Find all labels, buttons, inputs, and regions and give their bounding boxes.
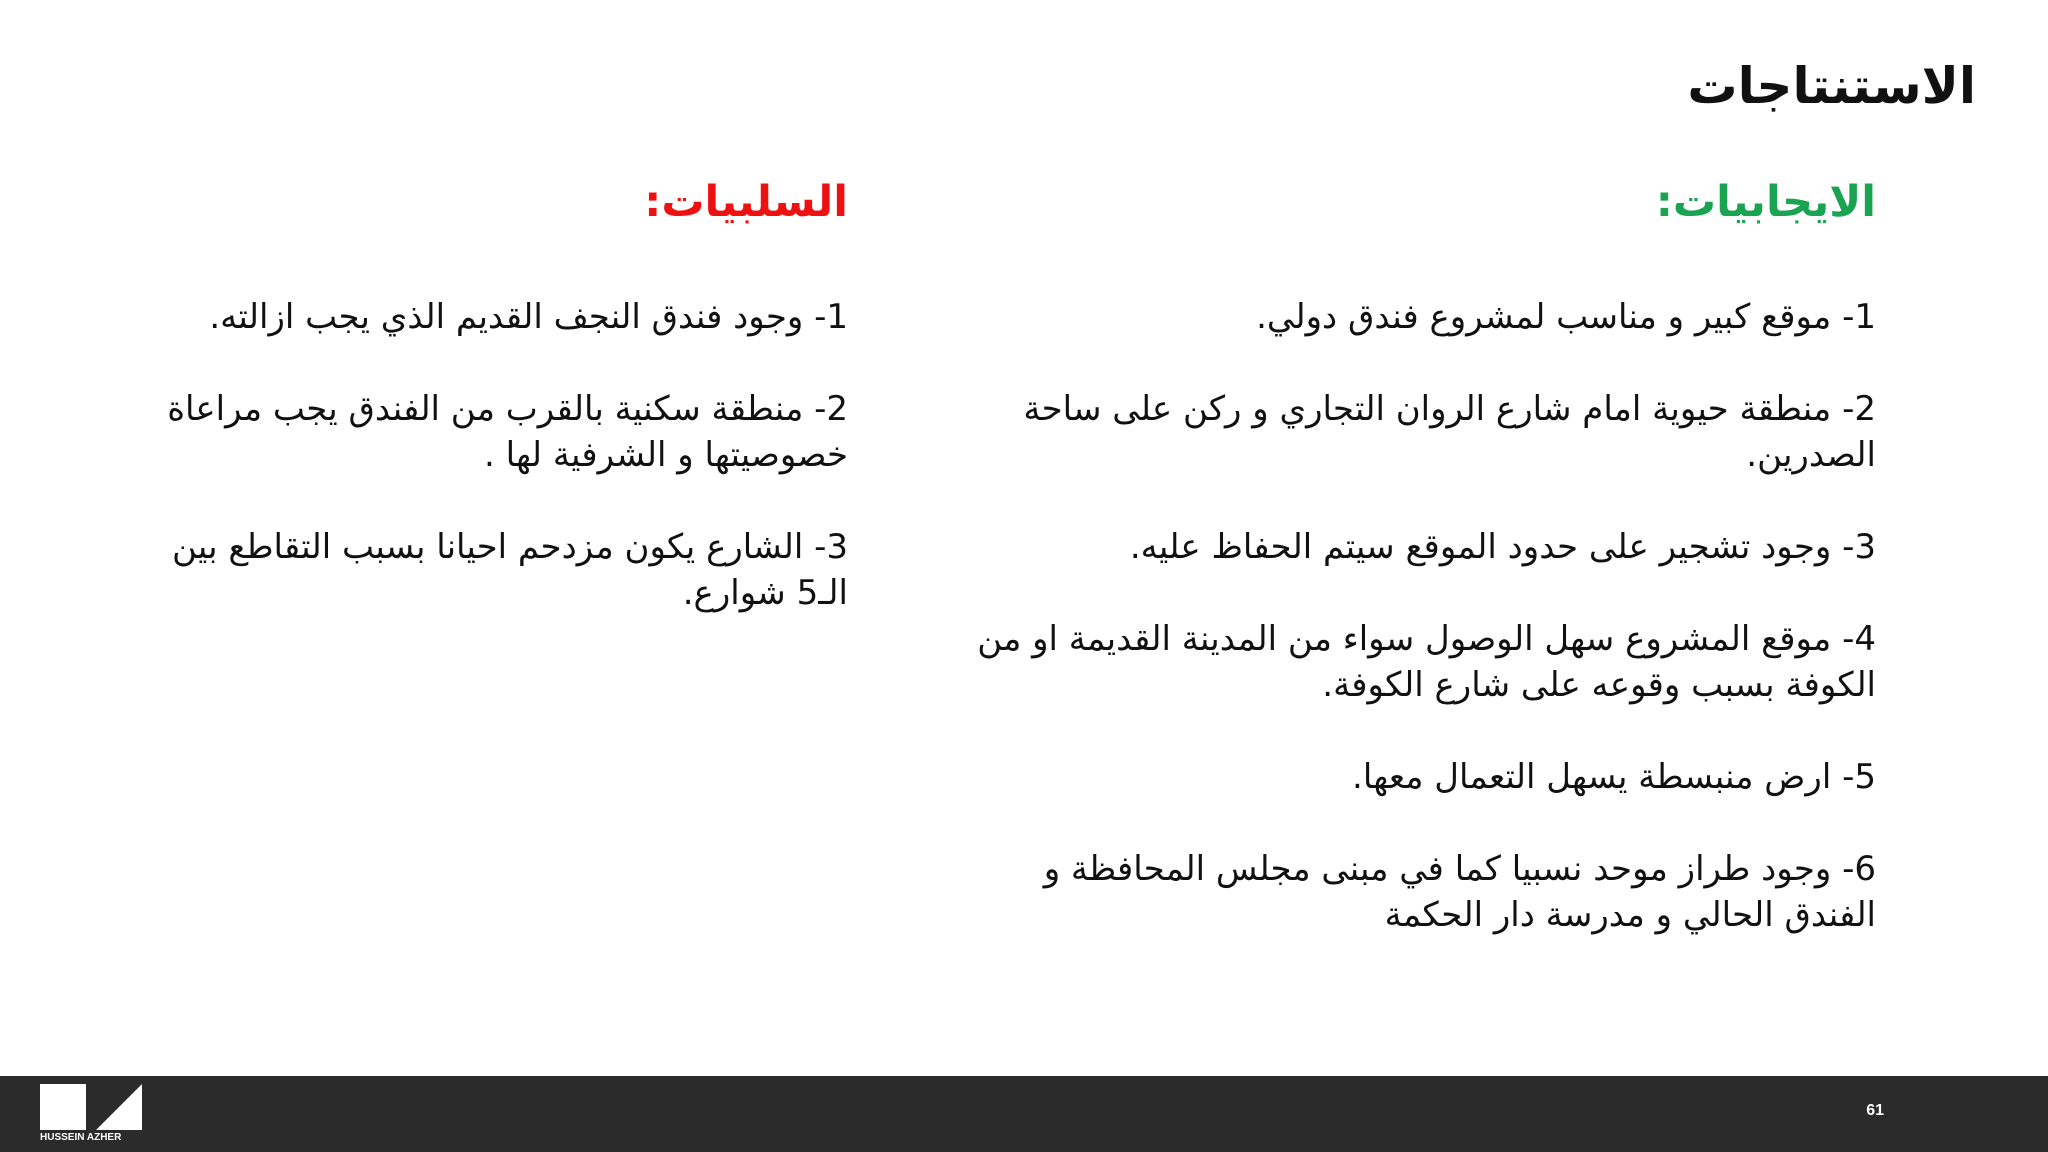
negative-item-2: 2- منطقة سكنية بالقرب من الفندق يجب مراعاة خصوصيتها و الشرفية لها . xyxy=(167,389,848,475)
positive-item-4: 4- موقع المشروع سهل الوصول سواء من المدينة القديمة او من الكوفة بسبب وقوعه على شارع الكوفة. xyxy=(977,619,1876,705)
positive-item-1: 1- موقع كبير و مناسب لمشروع فندق دولي. xyxy=(1256,297,1876,337)
logo-mark-icon xyxy=(40,1084,142,1130)
positive-item-2: 2- منطقة حيوية امام شارع الروان التجاري و ركن على ساحة الصدرين. xyxy=(1023,389,1876,475)
logo-text: HUSSEIN AZHER xyxy=(40,1132,122,1143)
negatives-heading: السلبيات: xyxy=(644,177,848,227)
brand-logo xyxy=(40,1084,142,1146)
footer-bar xyxy=(0,1076,2048,1152)
positives-column xyxy=(976,170,1876,984)
positive-item-5: 5- ارض منبسطة يسهل التعمال معها. xyxy=(1352,757,1876,797)
page-number: 61 xyxy=(1866,1102,1884,1119)
positive-item-3: 3- وجود تشجير على حدود الموقع سيتم الحفاظ عليه. xyxy=(1129,527,1876,567)
slide-title: الاستنتاجات xyxy=(1687,57,1976,115)
positives-heading: الايجابيات: xyxy=(1655,177,1876,227)
positive-item-6: 6- وجود طراز موحد نسبيا كما في مبنى مجلس المحافظة و الفندق الحالي و مدرسة دار الحكمة xyxy=(1043,849,1876,935)
negatives-column xyxy=(148,170,848,662)
negative-item-1: 1- وجود فندق النجف القديم الذي يجب ازالته. xyxy=(209,297,848,337)
negative-item-3: 3- الشارع يكون مزدحم احيانا بسبب التقاطع بين الـ5 شوارع. xyxy=(171,527,848,613)
